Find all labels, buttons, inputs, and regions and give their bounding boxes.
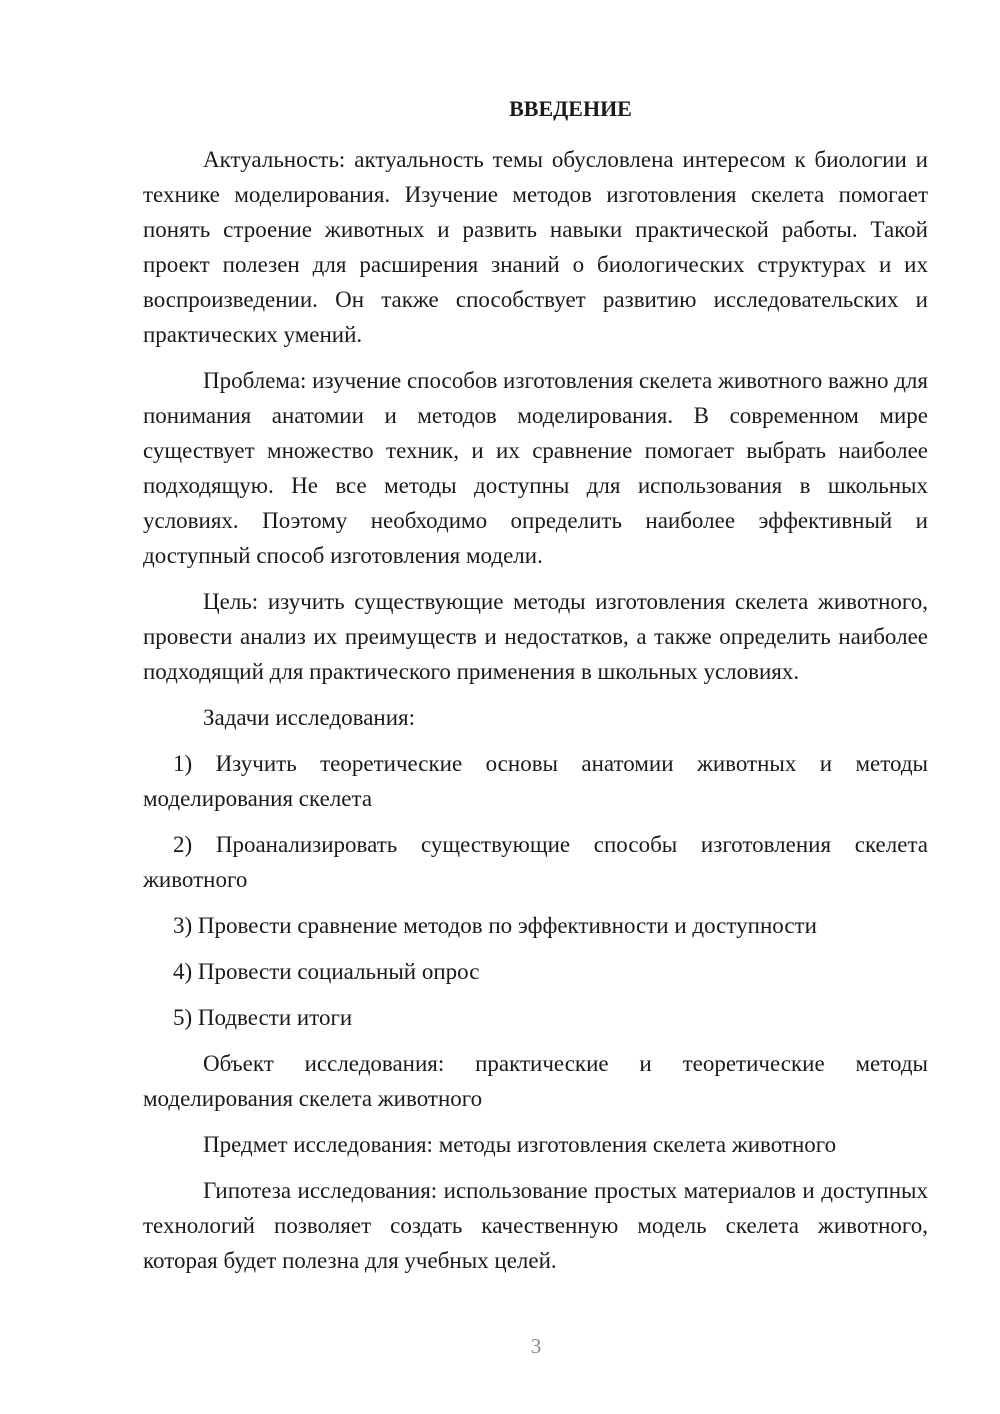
task-item-5: 5) Подвести итоги (173, 1005, 353, 1030)
paragraph-relevance: Актуальность: актуальность темы обусловлена интересом к биологии и технике моделирования. Изучение методов изготовления скелета помогает понять строение животных и развить навыки практической работы. Такой проект полезен для расширения знаний о биологических структурах и их воспроизведении. Он также способствует развитию исследовательских и практических умений. (143, 147, 928, 347)
task-item-2: 2) Проанализировать существующие способы изготовления скелета животного (143, 832, 928, 892)
page-number: 3 (530, 1334, 542, 1358)
task-item-1: 1) Изучить теоретические основы анатомии животных и методы моделирования скелета (143, 751, 928, 811)
paragraph-tasks-heading: Задачи исследования: (203, 705, 416, 730)
paragraph-object: Объект исследования: практические и теоретические методы моделирования скелета животного (143, 1051, 928, 1111)
paragraph-hypothesis: Гипотеза исследования: использование простых материалов и доступных технологий позволяет создать качественную модель скелета животного, которая будет полезна для учебных целей. (143, 1178, 928, 1273)
paragraph-goal: Цель: изучить существующие методы изготовления скелета животного, провести анализ их преимуществ и недостатков, а также определить наиболее подходящий для практического применения в школьных условиях. (143, 589, 928, 684)
document-page (143, 94, 928, 1289)
paragraph-problem: Проблема: изучение способов изготовления скелета животного важно для понимания анатомии и методов моделирования. В современном мире существует множество техник, и их сравнение помогает выбрать наиболее подходящую. Не все методы доступны для использования в школьных условиях. Поэтому необходимо определить наиболее эффективный и доступный способ изготовления модели. (143, 368, 928, 568)
paragraph-subject: Предмет исследования: методы изготовления скелета животного (203, 1132, 837, 1157)
task-item-3: 3) Провести сравнение методов по эффективности и доступности (173, 913, 817, 938)
task-item-4: 4) Провести социальный опрос (173, 959, 480, 984)
section-title: ВВЕДЕНИЕ (509, 96, 632, 121)
